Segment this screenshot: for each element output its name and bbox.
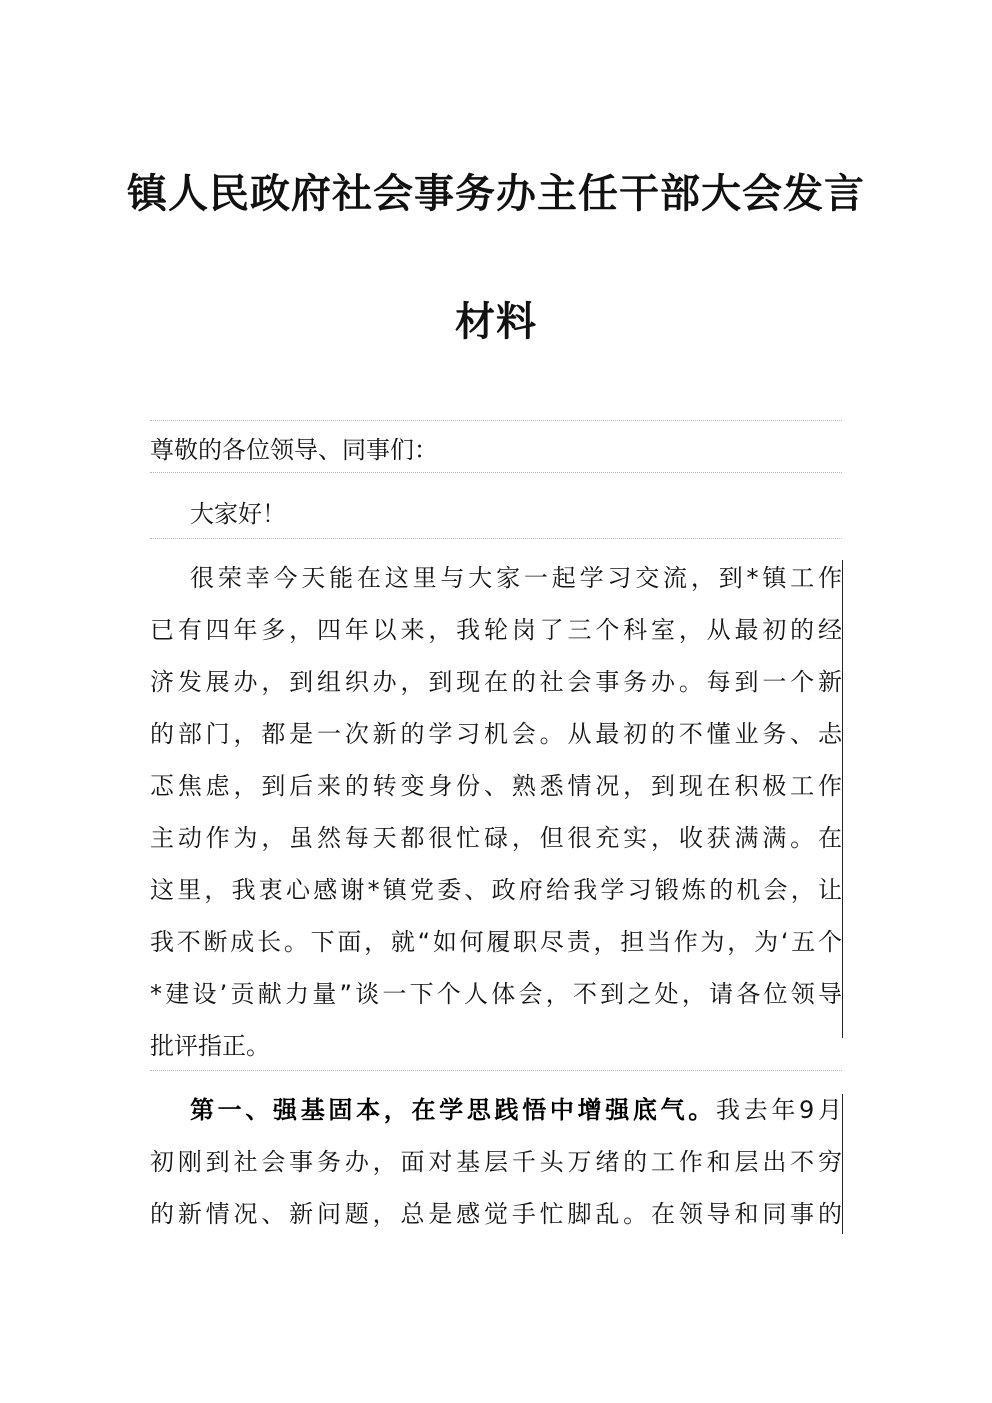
paragraph-line: 已有四年多，四年以来，我轮岗了三个科室，从最初的经 [150, 616, 842, 644]
paragraph-line: 我不断成长。下面，就“如何履职尽责，担当作为，为‘五个 [150, 928, 842, 956]
paragraph-line: 很荣幸今天能在这里与大家一起学习交流，到*镇工作 [190, 564, 842, 592]
paragraph-line: *建设’贡献力量”谈一下个人体会，不到之处，请各位领导 [150, 980, 842, 1008]
dotted-divider [150, 420, 842, 421]
greeting: 大家好！ [190, 500, 286, 528]
paragraph-line: 批评指正。 [150, 1032, 270, 1060]
paragraph-line: 的新情况、新问题，总是感觉手忙脚乱。在领导和同事的 [150, 1200, 842, 1228]
right-margin-bar [842, 560, 843, 1038]
paragraph-line: 主动作为，虽然每天都很忙碌，但很充实，收获满满。在 [150, 824, 842, 852]
document-title-line-1: 镇人民政府社会事务办主任干部大会发言 [127, 170, 865, 217]
paragraph-line: 这里，我衷心感谢*镇党委、政府给我学习锻炼的机会，让 [150, 876, 842, 904]
paragraph-line: 济发展办，到组织办，到现在的社会事务办。每到一个新 [150, 668, 842, 696]
document-title-line-2: 材料 [455, 298, 537, 345]
paragraph-line: 的部门，都是一次新的学习机会。从最初的不懂业务、忐 [150, 720, 842, 748]
dotted-divider [150, 1070, 842, 1071]
dotted-divider [150, 472, 842, 473]
section-heading: 第一、强基固本，在学思践悟中增强底气。 [190, 1096, 716, 1124]
right-margin-bar [842, 1094, 843, 1234]
paragraph-line: 忑焦虑，到后来的转变身份、熟悉情况，到现在积极工作 [150, 772, 842, 800]
dotted-divider [150, 538, 842, 539]
salutation: 尊敬的各位领导、同事们： [150, 436, 438, 464]
paragraph-line: 初刚到社会事务办，面对基层千头万绪的工作和层出不穷 [150, 1148, 842, 1176]
paragraph-line [190, 1092, 842, 1128]
section-text: 我去年9月 [715, 1096, 842, 1124]
